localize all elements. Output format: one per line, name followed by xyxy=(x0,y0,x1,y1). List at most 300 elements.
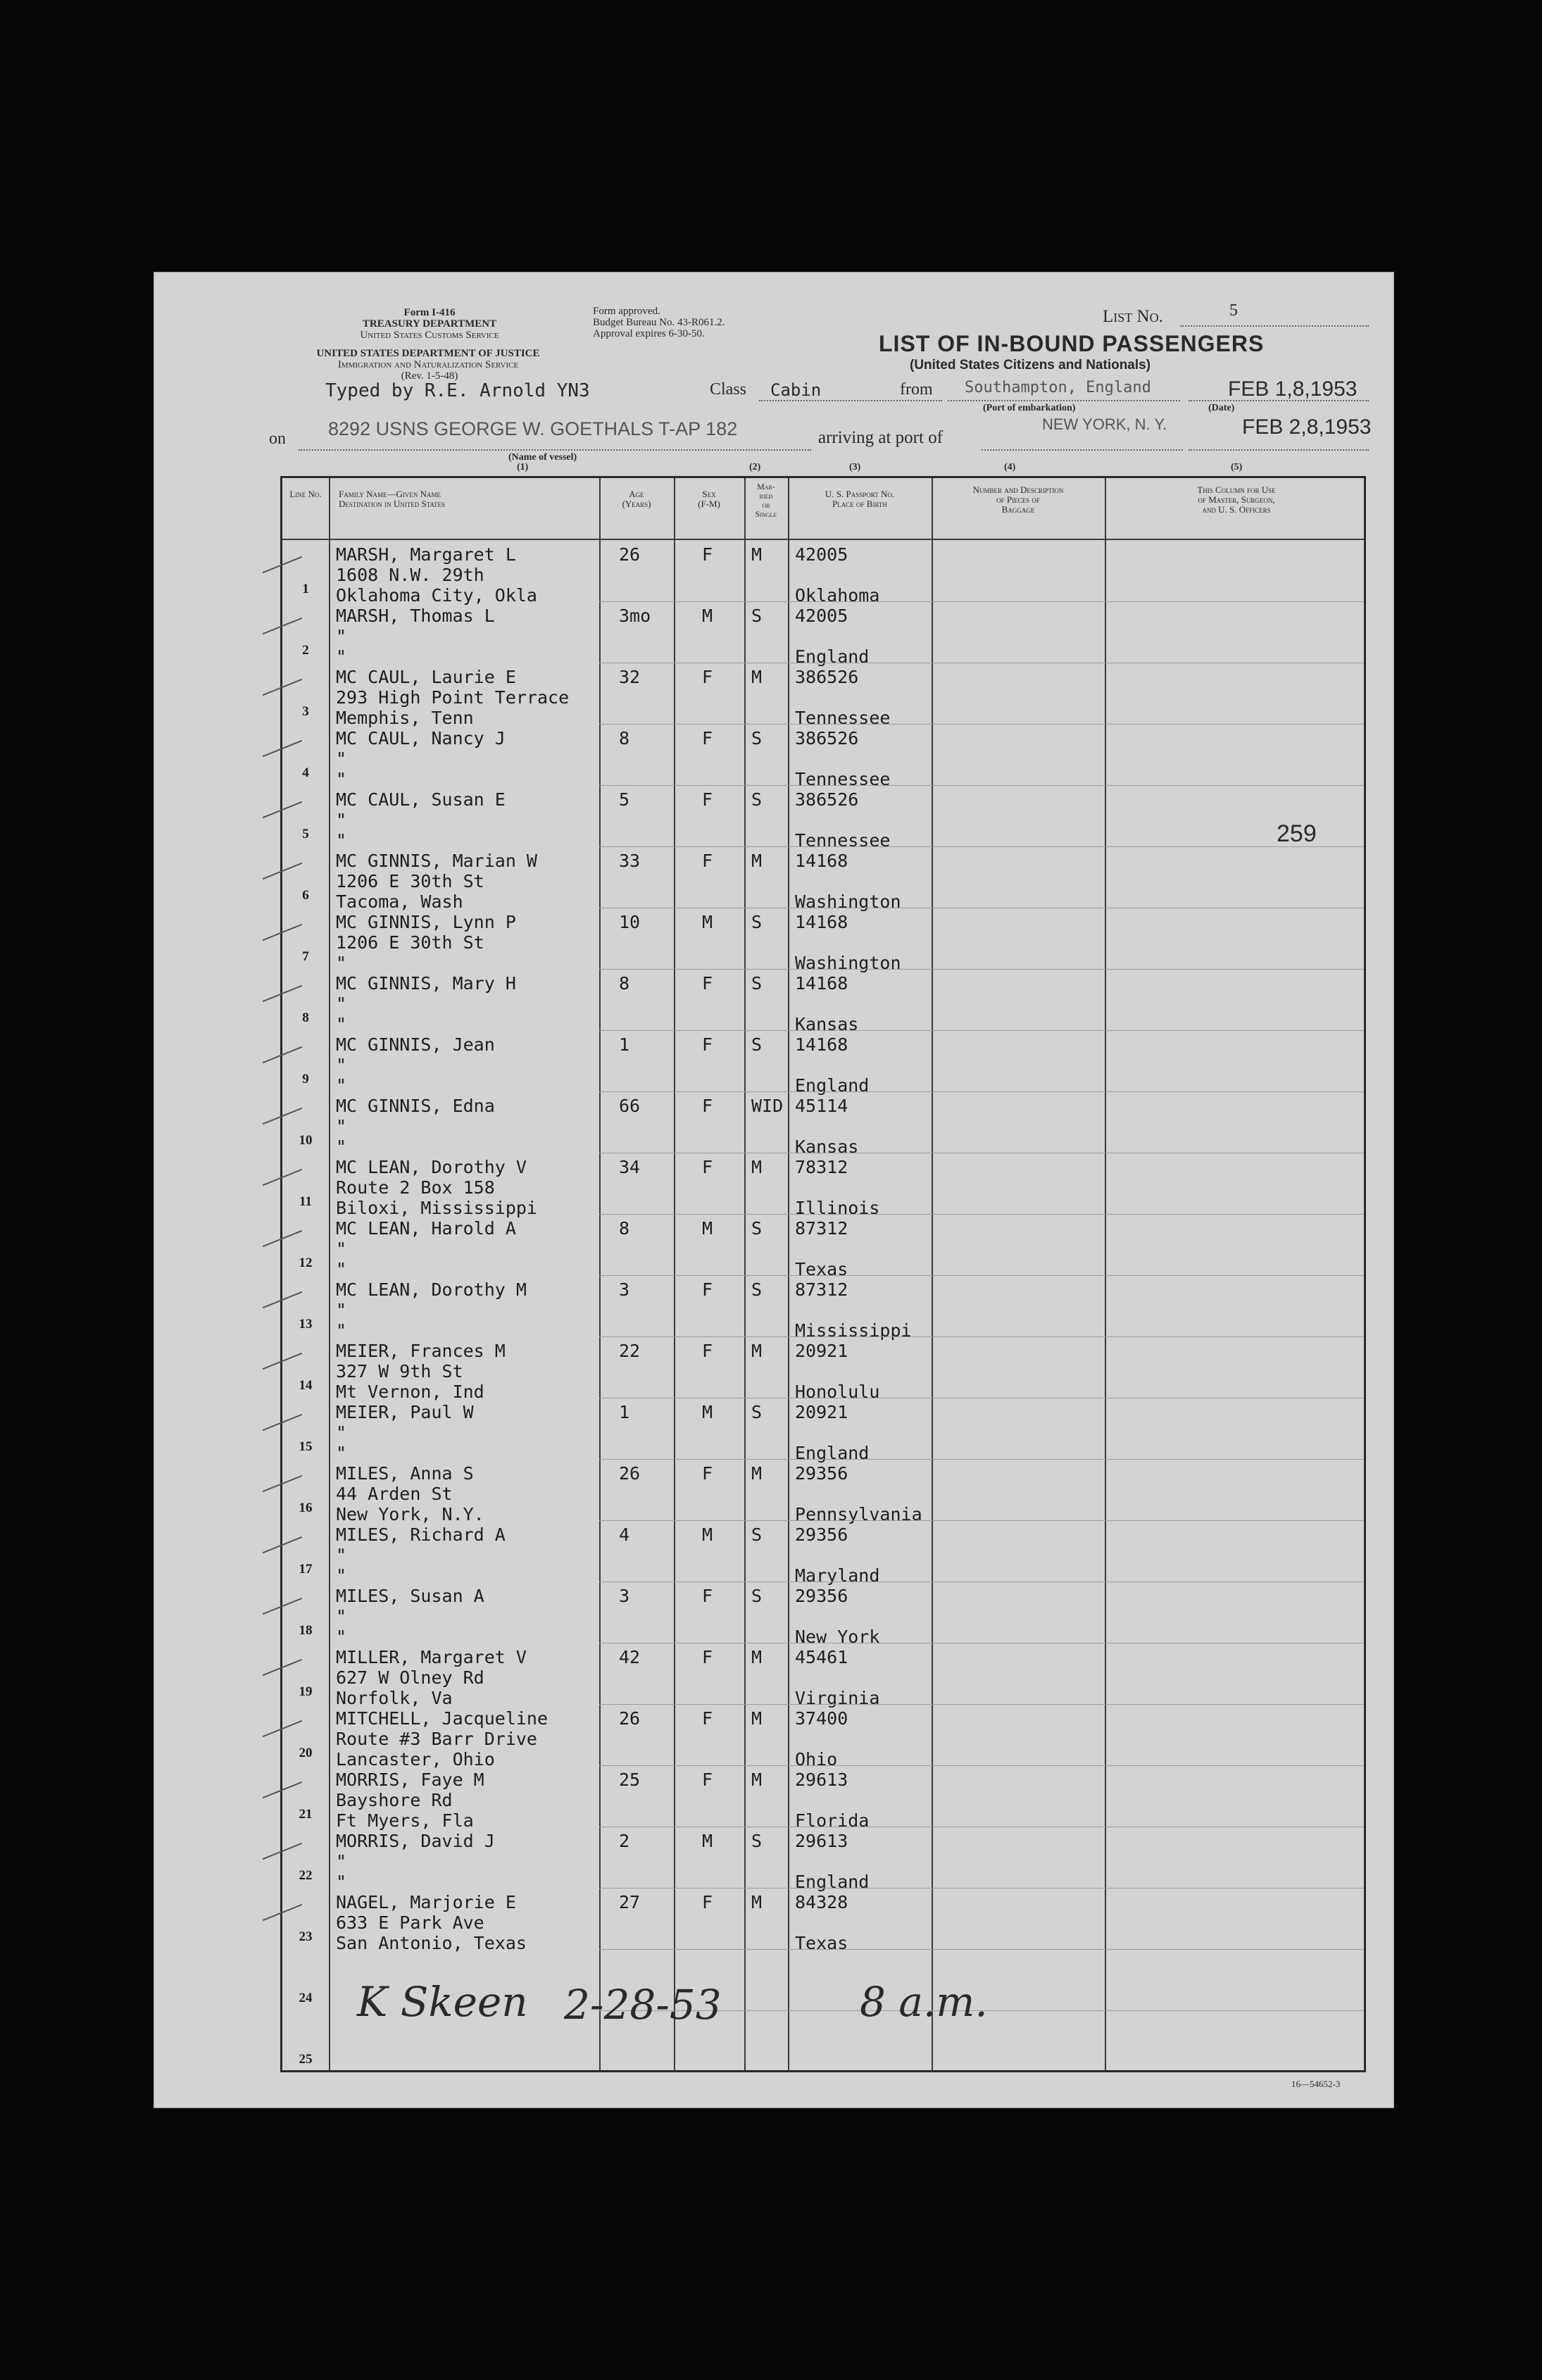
place-of-birth: Mississippi xyxy=(795,1320,912,1341)
col-passport-text: U. S. Passport No. Place of Birth xyxy=(825,489,895,509)
vessel-caption: (Name of vessel) xyxy=(508,452,577,463)
marital-status: M xyxy=(751,1341,763,1361)
class-value: Cabin xyxy=(770,380,822,400)
age-value: 1 xyxy=(619,1402,630,1422)
customs-service: United States Customs Service xyxy=(360,330,499,341)
col-name-destination xyxy=(329,489,578,509)
destination-line-2: " xyxy=(336,830,347,851)
list-no-value: 5 xyxy=(1229,301,1238,320)
inspection-check-mark xyxy=(263,1781,302,1798)
inspection-check-mark xyxy=(263,1414,302,1431)
destination-line-2: " xyxy=(336,1872,347,1892)
place-of-birth: Tennessee xyxy=(795,708,891,728)
approval-line-3: Approval expires 6-30-50. xyxy=(593,328,705,339)
age-value: 2 xyxy=(619,1831,630,1851)
immigration-service: Immigration and Naturalization Service xyxy=(337,359,519,370)
line-number: 7 xyxy=(302,949,309,964)
passenger-name: MILES, Anna S xyxy=(336,1463,474,1484)
form-number: Form I-416 xyxy=(403,307,456,318)
destination-line-1: Route 2 Box 158 xyxy=(336,1177,495,1198)
inspection-check-mark xyxy=(263,863,302,879)
line-number: 22 xyxy=(299,1868,313,1883)
inspection-time-handwritten: 8 a.m. xyxy=(860,1978,988,2026)
destination-line-2: Lancaster, Ohio xyxy=(336,1749,495,1770)
place-of-birth: Illinois xyxy=(795,1198,880,1218)
inspection-check-mark xyxy=(263,1598,302,1615)
age-value: 5 xyxy=(619,789,630,810)
inspector-signature: K Skeen xyxy=(357,1978,528,2026)
inspection-check-mark xyxy=(263,679,302,696)
destination-line-1: " xyxy=(336,1606,347,1627)
col-sex-text: Sex (F-M) xyxy=(698,489,720,509)
table-row xyxy=(282,785,1364,851)
age-value: 42 xyxy=(619,1647,641,1667)
place-of-birth: Kansas xyxy=(795,1014,859,1034)
destination-line-1: 633 E Park Ave xyxy=(336,1912,484,1933)
age-value: 22 xyxy=(619,1341,641,1361)
age-value: 27 xyxy=(619,1892,641,1912)
place-of-birth: Texas xyxy=(795,1933,848,1953)
arriving-label: arriving at port of xyxy=(818,428,944,447)
destination-line-2: Tacoma, Wash xyxy=(336,891,463,912)
sex-value: F xyxy=(702,851,713,871)
line-number: 18 xyxy=(299,1623,313,1638)
col-num-5: (5) xyxy=(1231,462,1243,472)
marital-status: S xyxy=(751,1279,763,1300)
inspection-check-mark xyxy=(263,1046,302,1063)
col-married xyxy=(744,482,788,519)
passport-number: 20921 xyxy=(795,1341,848,1361)
row-divider xyxy=(599,601,1364,602)
col-officers xyxy=(1105,485,1368,515)
approval-line-2: Budget Bureau No. 43-R061.2. xyxy=(593,317,725,328)
passenger-name: MC GINNIS, Edna xyxy=(336,1096,495,1116)
passport-number: 386526 xyxy=(795,728,859,749)
line-number: 10 xyxy=(299,1133,313,1148)
line-number: 24 xyxy=(299,1991,313,2005)
age-value: 4 xyxy=(619,1524,630,1545)
passenger-name: MEIER, Frances M xyxy=(336,1341,506,1361)
passenger-name: MORRIS, David J xyxy=(336,1831,495,1851)
age-value: 32 xyxy=(619,667,641,687)
passport-number: 386526 xyxy=(795,667,859,687)
passenger-name: MC CAUL, Nancy J xyxy=(336,728,506,749)
row-divider xyxy=(599,969,1364,970)
line-number: 11 xyxy=(299,1194,312,1209)
marital-status: S xyxy=(751,1218,763,1239)
destination-line-2: " xyxy=(336,1443,347,1463)
marital-status: S xyxy=(751,1402,763,1422)
age-value: 3mo xyxy=(619,606,651,626)
table-row xyxy=(282,1765,1364,1831)
place-of-birth: Kansas xyxy=(795,1136,859,1157)
col-age-text: Age (Years) xyxy=(622,489,651,509)
age-value: 25 xyxy=(619,1770,641,1790)
destination-line-2: San Antonio, Texas xyxy=(336,1933,527,1953)
line-number: 9 xyxy=(302,1072,309,1086)
col-num-4: (4) xyxy=(1004,462,1016,472)
destination-line-2: " xyxy=(336,1627,347,1647)
row-divider xyxy=(599,1336,1364,1337)
passenger-name: MARSH, Thomas L xyxy=(336,606,495,626)
table-row xyxy=(282,846,1364,912)
inspection-check-mark xyxy=(263,1230,302,1247)
sex-value: F xyxy=(702,973,713,994)
table-row xyxy=(282,1520,1364,1586)
place-of-birth: Washington xyxy=(795,953,901,973)
marital-status: M xyxy=(751,851,763,871)
marital-status: M xyxy=(751,544,763,565)
row-divider xyxy=(599,846,1364,847)
col-passport xyxy=(788,489,932,509)
line-number: 15 xyxy=(299,1439,313,1454)
destination-line-1: 1206 E 30th St xyxy=(336,871,484,891)
class-underline xyxy=(759,400,942,401)
destination-line-1: " xyxy=(336,1851,347,1872)
inspection-check-mark xyxy=(263,1536,302,1553)
marital-status: S xyxy=(751,728,763,749)
destination-line-1: " xyxy=(336,1545,347,1565)
age-value: 66 xyxy=(619,1096,641,1116)
passport-number: 29356 xyxy=(795,1524,848,1545)
inspection-check-mark xyxy=(263,1720,302,1737)
destination-line-2: " xyxy=(336,1136,347,1157)
passport-number: 29356 xyxy=(795,1586,848,1606)
passenger-name: MC GINNIS, Jean xyxy=(336,1034,495,1055)
line-number: 4 xyxy=(302,765,309,780)
row-divider xyxy=(599,1214,1364,1215)
passport-number: 87312 xyxy=(795,1279,848,1300)
destination-line-1: " xyxy=(336,994,347,1014)
sex-value: F xyxy=(702,544,713,565)
marital-status: M xyxy=(751,1770,763,1790)
line-number: 16 xyxy=(299,1501,313,1515)
passenger-name: MC LEAN, Dorothy V xyxy=(336,1157,527,1177)
passport-number: 37400 xyxy=(795,1708,848,1729)
place-of-birth: Ohio xyxy=(795,1749,838,1770)
sex-value: M xyxy=(702,606,713,626)
row-divider xyxy=(599,1275,1364,1276)
sex-value: F xyxy=(702,1586,713,1606)
place-of-birth: Oklahoma xyxy=(795,585,880,606)
arrival-port-underline xyxy=(982,449,1183,451)
on-label: on xyxy=(269,430,286,448)
inspection-check-mark xyxy=(263,1291,302,1308)
place-of-birth: New York xyxy=(795,1627,880,1647)
destination-line-1: Route #3 Barr Drive xyxy=(336,1729,537,1749)
place-of-birth: Texas xyxy=(795,1259,848,1279)
destination-line-2: Biloxi, Mississippi xyxy=(336,1198,537,1218)
row-divider xyxy=(599,1888,1364,1889)
passport-number: 42005 xyxy=(795,606,848,626)
officer-stamp-number: 259 xyxy=(1277,820,1317,847)
destination-line-2: Ft Myers, Fla xyxy=(336,1810,474,1831)
passport-number: 29613 xyxy=(795,1831,848,1851)
table-row xyxy=(282,1153,1364,1218)
inspection-check-mark xyxy=(263,1904,302,1921)
marital-status: S xyxy=(751,1524,763,1545)
passenger-name: MILES, Susan A xyxy=(336,1586,484,1606)
destination-line-2: " xyxy=(336,1075,347,1096)
table-row xyxy=(282,1582,1364,1647)
line-number: 14 xyxy=(299,1378,313,1393)
passenger-name: MARSH, Margaret L xyxy=(336,544,516,565)
passport-number: 14168 xyxy=(795,1034,848,1055)
passenger-name: MC GINNIS, Mary H xyxy=(336,973,516,994)
sex-value: F xyxy=(702,728,713,749)
sex-value: F xyxy=(702,1463,713,1484)
destination-line-2: " xyxy=(336,1320,347,1341)
passport-number: 14168 xyxy=(795,912,848,932)
row-divider xyxy=(599,1030,1364,1031)
sex-value: F xyxy=(702,789,713,810)
place-of-birth: Tennessee xyxy=(795,769,891,789)
sex-value: M xyxy=(702,1831,713,1851)
place-of-birth: Tennessee xyxy=(795,830,891,851)
destination-line-2: " xyxy=(336,1565,347,1586)
line-number: 17 xyxy=(299,1562,313,1577)
list-no-underline xyxy=(1180,325,1369,327)
sex-value: F xyxy=(702,1096,713,1116)
sex-value: F xyxy=(702,1279,713,1300)
destination-line-1: 627 W Olney Rd xyxy=(336,1667,484,1688)
destination-line-1: " xyxy=(336,1116,347,1136)
destination-line-2: " xyxy=(336,769,347,789)
destination-line-1: " xyxy=(336,1422,347,1443)
inspection-check-mark xyxy=(263,801,302,818)
inspection-check-mark xyxy=(263,740,302,757)
passenger-name: MILES, Richard A xyxy=(336,1524,506,1545)
col-married-text: Mar- ried or Single xyxy=(755,482,777,519)
line-number: 25 xyxy=(299,2052,313,2067)
revision-date: (Rev. 1-5-48) xyxy=(401,370,458,382)
col-num-1: (1) xyxy=(517,462,529,472)
col-num-2: (2) xyxy=(749,462,761,472)
place-of-birth: Maryland xyxy=(795,1565,880,1586)
marital-status: M xyxy=(751,1157,763,1177)
sex-value: F xyxy=(702,1034,713,1055)
row-divider xyxy=(599,1704,1364,1705)
age-value: 33 xyxy=(619,851,641,871)
marital-status: S xyxy=(751,606,763,626)
age-value: 10 xyxy=(619,912,641,932)
destination-line-2: " xyxy=(336,953,347,973)
inspection-check-mark xyxy=(263,1108,302,1125)
passport-number: 87312 xyxy=(795,1218,848,1239)
sex-value: F xyxy=(702,1892,713,1912)
departure-date: FEB 1,8,1953 xyxy=(1228,377,1358,401)
passport-number: 20921 xyxy=(795,1402,848,1422)
destination-line-1: 293 High Point Terrace xyxy=(336,687,570,708)
form-title: LIST OF IN-BOUND PASSENGERS xyxy=(879,331,1265,356)
row-divider xyxy=(599,1520,1364,1521)
vessel-name: 8292 USNS GEORGE W. GOETHALS T-AP 182 xyxy=(328,418,738,439)
destination-line-1: 1608 N.W. 29th xyxy=(336,565,484,585)
inspection-check-mark xyxy=(263,1475,302,1492)
passenger-table xyxy=(280,476,1366,2072)
destination-line-2: New York, N.Y. xyxy=(336,1504,484,1524)
marital-status: S xyxy=(751,1831,763,1851)
place-of-birth: Florida xyxy=(795,1810,870,1831)
arrival-port: NEW YORK, N. Y. xyxy=(1042,415,1167,433)
inspection-check-mark xyxy=(263,1843,302,1860)
age-value: 8 xyxy=(619,1218,630,1239)
table-row xyxy=(282,1091,1364,1157)
destination-line-1: " xyxy=(336,1055,347,1075)
typed-by: Typed by R.E. Arnold YN3 xyxy=(325,380,590,401)
place-of-birth: England xyxy=(795,646,870,667)
destination-line-2: " xyxy=(336,1259,347,1279)
row-divider xyxy=(599,724,1364,725)
print-code: 16—54652-3 xyxy=(1291,2079,1341,2089)
place-of-birth: Pennsylvania xyxy=(795,1504,922,1524)
line-number: 13 xyxy=(299,1317,313,1332)
passenger-name: MC LEAN, Dorothy M xyxy=(336,1279,527,1300)
passenger-name: MITCHELL, Jacqueline xyxy=(336,1708,549,1729)
vessel-underline xyxy=(299,449,811,451)
passenger-name: MILLER, Margaret V xyxy=(336,1647,527,1667)
row-divider xyxy=(599,1459,1364,1460)
inspection-check-mark xyxy=(263,985,302,1002)
destination-line-1: 44 Arden St xyxy=(336,1484,453,1504)
col-line-no: Line No. xyxy=(289,489,322,499)
table-row xyxy=(282,1336,1364,1402)
line-number: 20 xyxy=(299,1746,313,1760)
age-value: 26 xyxy=(619,1463,641,1484)
sex-value: F xyxy=(702,1708,713,1729)
row-divider xyxy=(599,1091,1364,1092)
table-row xyxy=(282,601,1364,667)
line-number: 3 xyxy=(302,704,309,719)
table-row xyxy=(282,724,1364,789)
age-value: 26 xyxy=(619,1708,641,1729)
marital-status: S xyxy=(751,973,763,994)
passport-number: 42005 xyxy=(795,544,848,565)
marital-status: M xyxy=(751,1892,763,1912)
col-num-3: (3) xyxy=(849,462,861,472)
sex-value: F xyxy=(702,1157,713,1177)
line-number: 5 xyxy=(302,827,309,841)
passenger-list-sheet xyxy=(153,272,1394,2108)
destination-line-1: 327 W 9th St xyxy=(336,1361,463,1382)
line-number: 23 xyxy=(299,1929,313,1944)
table-row xyxy=(282,540,1364,606)
col-officers-text: This Column for Use of Master, Surgeon, and U. S. Officers xyxy=(1197,484,1276,515)
table-row xyxy=(282,1459,1364,1524)
embarkation-port: Southampton, England xyxy=(965,379,1151,396)
list-no-label: List No. xyxy=(1103,307,1163,326)
passenger-name: MC GINNIS, Lynn P xyxy=(336,912,516,932)
sex-value: F xyxy=(702,1770,713,1790)
marital-status: WID xyxy=(751,1096,784,1116)
destination-line-2: Memphis, Tenn xyxy=(336,708,474,728)
passport-number: 386526 xyxy=(795,789,859,810)
table-row xyxy=(282,1827,1364,1892)
line-number: 21 xyxy=(299,1807,313,1822)
sex-value: M xyxy=(702,1218,713,1239)
from-underline xyxy=(948,400,1180,401)
passenger-name: MC CAUL, Susan E xyxy=(336,789,506,810)
inspection-check-mark xyxy=(263,556,302,573)
table-row xyxy=(282,1275,1364,1341)
destination-line-1: " xyxy=(336,810,347,830)
passenger-name: NAGEL, Marjorie E xyxy=(336,1892,516,1912)
inspection-check-mark xyxy=(263,1659,302,1676)
arrival-date-underline xyxy=(1189,449,1369,451)
place-of-birth: Washington xyxy=(795,891,901,912)
inspection-date-handwritten: 2-28-53 xyxy=(564,1981,722,2029)
marital-status: S xyxy=(751,789,763,810)
destination-line-2: " xyxy=(336,646,347,667)
col-age xyxy=(599,489,674,509)
destination-line-1: Bayshore Rd xyxy=(336,1790,453,1810)
row-divider xyxy=(599,1765,1364,1766)
passport-number: 14168 xyxy=(795,973,848,994)
place-of-birth: Virginia xyxy=(795,1688,880,1708)
marital-status: S xyxy=(751,912,763,932)
table-row xyxy=(282,1888,1364,1953)
passenger-name: MC CAUL, Laurie E xyxy=(336,667,516,687)
destination-line-1: " xyxy=(336,1300,347,1320)
col-baggage-text: Number and Description of Pieces of Baggage xyxy=(972,484,1064,515)
passport-number: 29356 xyxy=(795,1463,848,1484)
table-row xyxy=(282,1398,1364,1463)
sex-value: M xyxy=(702,1402,713,1422)
line-number: 1 xyxy=(302,582,309,596)
port-caption: (Port of embarkation) xyxy=(983,403,1076,413)
table-row xyxy=(282,1030,1364,1096)
justice-department: UNITED STATES DEPARTMENT OF JUSTICE xyxy=(316,348,540,359)
arrival-date: FEB 2,8,1953 xyxy=(1242,415,1372,439)
col-baggage xyxy=(932,485,1105,515)
table-row xyxy=(282,969,1364,1034)
line-number: 8 xyxy=(302,1010,309,1025)
age-value: 3 xyxy=(619,1279,630,1300)
place-of-birth: England xyxy=(795,1443,870,1463)
class-label: Class xyxy=(710,380,747,399)
passenger-name: MORRIS, Faye M xyxy=(336,1770,484,1790)
passenger-name: MEIER, Paul W xyxy=(336,1402,474,1422)
sex-value: M xyxy=(702,1524,713,1545)
col-name-text: Family Name—Given Name Destination in United States xyxy=(339,489,446,509)
approval-line-1: Form approved. xyxy=(593,306,660,317)
inspection-check-mark xyxy=(263,924,302,941)
destination-line-1: " xyxy=(336,1239,347,1259)
destination-line-2: Mt Vernon, Ind xyxy=(336,1382,484,1402)
passport-number: 45114 xyxy=(795,1096,848,1116)
place-of-birth: England xyxy=(795,1075,870,1096)
place-of-birth: England xyxy=(795,1872,870,1892)
date-underline xyxy=(1189,400,1369,401)
from-label: from xyxy=(900,380,933,399)
sex-value: F xyxy=(702,667,713,687)
age-value: 3 xyxy=(619,1586,630,1606)
sex-value: F xyxy=(702,1341,713,1361)
line-number: 12 xyxy=(299,1255,313,1270)
age-value: 8 xyxy=(619,973,630,994)
row-divider xyxy=(599,785,1364,786)
marital-status: S xyxy=(751,1586,763,1606)
marital-status: M xyxy=(751,1708,763,1729)
treasury-department: TREASURY DEPARTMENT xyxy=(362,318,497,330)
inspection-check-mark xyxy=(263,1353,302,1370)
marital-status: M xyxy=(751,1463,763,1484)
table-row xyxy=(282,908,1364,973)
inspection-check-mark xyxy=(263,1169,302,1186)
age-value: 1 xyxy=(619,1034,630,1055)
passport-number: 14168 xyxy=(795,851,848,871)
destination-line-2: " xyxy=(336,1014,347,1034)
